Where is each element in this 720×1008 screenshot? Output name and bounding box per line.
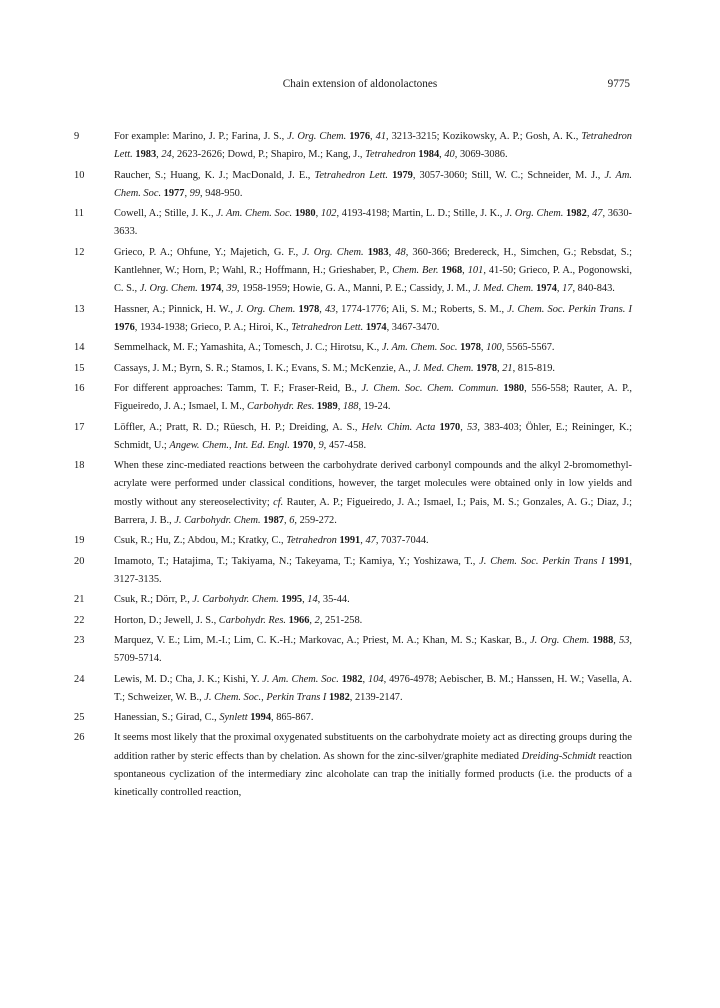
reference-item	[74, 128, 632, 164]
italic-text: Tetrahedron Lett.	[291, 321, 364, 333]
reference-item	[74, 632, 632, 668]
text-run: reaction spontaneous cyclization of the intermediary zinc alcoholate can trap the initially formed products (i.e. the products of a kinetically controlled reaction,	[114, 750, 632, 799]
text-run: , 865-867.	[271, 712, 314, 724]
text-run: Horton, D.; Jewell, J. S.,	[114, 614, 219, 626]
bold-year: 1976	[114, 321, 135, 333]
reference-number: 18	[74, 460, 85, 472]
text-run: , 4976-4978; Aebischer, B. M.; Hanssen, H. W.; Vasella, A. T.; Schweizer, W. B.,	[114, 673, 632, 703]
bold-year: 1991	[339, 535, 361, 547]
italic-text: Synlett	[219, 712, 248, 724]
bold-year: 1974	[200, 283, 222, 295]
italic-text: 17	[562, 283, 573, 295]
italic-text: 48	[395, 246, 406, 258]
reference-text	[114, 671, 632, 707]
bold-year: 1968	[441, 264, 463, 276]
text-run: ,	[184, 187, 190, 199]
reference-text	[114, 553, 632, 589]
italic-text: 43	[325, 303, 336, 315]
text-run: , 383-403; Öhler, E.; Reininger, K.; Schmidt, U.;	[114, 421, 633, 451]
italic-text: 53	[619, 634, 630, 646]
reference-text	[114, 244, 632, 299]
italic-text: Chem. Ber.	[392, 264, 439, 276]
reference-number: 14	[74, 342, 85, 354]
reference-number: 10	[74, 169, 85, 181]
bold-year: 1970	[439, 421, 461, 433]
text-run: When these zinc-mediated reactions between the carbohydrate derived carbonyl compounds and the alkyl 2-bromomethyl-acrylate were performed under classical conditions, however, the target molecules were obtained only in low yields and mostly without any stereoselectivity;	[114, 460, 632, 508]
reference-item	[74, 205, 632, 241]
page-number: 9775	[607, 78, 630, 90]
italic-text: 24	[161, 149, 172, 161]
text-run: ,	[319, 303, 326, 315]
reference-text	[114, 339, 632, 357]
text-run: , 3467-3470.	[386, 321, 440, 333]
italic-text: 14	[307, 594, 318, 606]
reference-item	[74, 612, 632, 630]
text-run: ,	[613, 634, 619, 646]
italic-text: 99	[189, 187, 201, 199]
bold-year: 1980	[503, 382, 525, 394]
italic-text: 53	[466, 421, 478, 433]
italic-text: J. Am. Chem. Soc.	[381, 342, 458, 354]
text-run: ,	[362, 673, 368, 685]
bold-year: 1974	[365, 321, 387, 333]
italic-text: cf.	[273, 496, 284, 508]
reference-text	[114, 532, 632, 550]
text-run: , 7037-7044.	[375, 535, 429, 547]
bold-year: 1978	[298, 303, 320, 315]
bold-year: 1979	[392, 169, 413, 181]
bold-year: 1977	[163, 187, 185, 199]
reference-item	[74, 553, 632, 589]
text-run: For different approaches: Tamm, T. F.; Fraser-Reid, B.,	[114, 382, 362, 394]
text-run: , 2139-2147.	[349, 691, 403, 703]
reference-item	[74, 360, 632, 378]
italic-text: Dreiding-Schmidt	[521, 750, 596, 762]
text-run: , 948-950.	[200, 187, 243, 199]
italic-text: J. Org. Chem.	[287, 131, 347, 142]
bold-year: 1994	[250, 712, 272, 724]
reference-number: 25	[74, 712, 85, 724]
reference-item	[74, 532, 632, 550]
text-run: , 5709-5714.	[114, 634, 632, 665]
reference-text	[114, 301, 632, 337]
text-run: Cassays, J. M.; Byrn, S. R.; Stamos, I. K.; Evans, S. M.; McKenzie, A.,	[114, 362, 414, 374]
italic-text: 41	[375, 131, 387, 142]
text-run: It seems most likely that the proximal oxygenated substituents on the carbohydrate moiety act as directing groups during the addition rather by steric effects than by chelation. As shown for the zinc-silver/graphite mediated	[114, 732, 632, 762]
text-run: For example: Marino, J. P.; Farina, J. S.,	[114, 131, 288, 142]
italic-text: J. Carbohydr. Chem.	[192, 594, 279, 606]
text-run: ,	[439, 149, 445, 161]
reference-number: 24	[74, 673, 85, 685]
text-run: ,	[309, 614, 315, 626]
italic-text: 40	[444, 149, 455, 161]
text-run: , 3069-3086.	[454, 149, 508, 161]
reference-number: 12	[74, 246, 85, 258]
bold-year: 1983	[367, 246, 389, 258]
italic-text: 188	[342, 401, 359, 413]
text-run: , 251-258.	[319, 614, 363, 626]
text-run: , 5565-5567.	[501, 342, 555, 354]
text-run: ,	[284, 514, 290, 526]
italic-text: J. Chem. Soc., Perkin Trans I	[204, 691, 327, 703]
bold-year: 1982	[566, 208, 587, 220]
text-run: , 1774-1776; Ali, S. M.; Roberts, S. M.,	[335, 303, 508, 315]
reference-text	[114, 419, 632, 455]
italic-text: J. Chem. Soc. Perkin Trans. I	[507, 303, 632, 315]
reference-text	[114, 360, 632, 378]
text-run: ,	[480, 342, 487, 354]
bold-year: 1983	[135, 149, 157, 161]
italic-text: Tetrahedron	[286, 535, 337, 547]
text-run: ,	[221, 283, 227, 295]
text-run: Raucher, S.; Huang, K. J.; MacDonald, J. E.,	[114, 169, 315, 181]
bold-year: 1974	[536, 283, 557, 295]
italic-text: J. Chem. Soc. Chem. Commun.	[361, 382, 499, 394]
text-run: Csuk, R.; Hu, Z.; Abdou, M.; Kratky, C.,	[114, 535, 287, 547]
reference-item	[74, 709, 632, 727]
bold-year: 1970	[292, 439, 314, 451]
reference-text	[114, 205, 632, 241]
text-run: Lewis, M. D.; Cha, J. K.; Kishi, Y.	[114, 673, 263, 685]
text-run: , 3127-3135.	[114, 555, 632, 585]
text-run: , 1934-1938; Grieco, P. A.; Hiroi, K.,	[134, 321, 292, 333]
text-run: Rauter, A. P.; Figueiredo, J. A.; Ismael, I.; Pais, M. S.; Gonzales, A. G.; Diaz, J.; Barrera, J. B.,	[114, 496, 632, 526]
italic-text: Tetrahedron Lett.	[314, 169, 388, 181]
bold-year: 1966	[288, 614, 310, 626]
text-run: Csuk, R.; Dörr, P.,	[114, 594, 193, 606]
text-run: ,	[313, 439, 319, 451]
bold-year: 1991	[608, 555, 630, 567]
reference-text	[114, 612, 632, 630]
italic-text: Carbohydr. Res.	[247, 401, 315, 413]
reference-number: 16	[74, 382, 85, 394]
text-run: Semmelhack, M. F.; Yamashita, A.; Tomesch, J. C.; Hirotsu, K.,	[114, 342, 382, 354]
italic-text: 47	[592, 208, 603, 220]
reference-text	[114, 709, 632, 727]
reference-number: 13	[74, 303, 85, 315]
text-run: , 3057-3060; Still, W. C.; Schneider, M. J.,	[412, 169, 605, 181]
bold-year: 1980	[294, 208, 316, 220]
reference-number: 15	[74, 362, 85, 374]
bold-year: 1984	[418, 149, 440, 161]
italic-text: 21	[502, 362, 513, 374]
text-run: , 1958-1959; Howie, G. A., Manni, P. E.; Cassidy, J. M.,	[236, 283, 474, 295]
text-run: Imamoto, T.; Hatajima, T.; Takiyama, N.; Takeyama, T.; Kamiya, Y.; Yoshizawa, T.,	[114, 555, 480, 567]
italic-text: Tetrahedron Lett.	[114, 131, 632, 161]
text-run: , 2623-2626; Dowd, P.; Shapiro, M.; Kang, J.,	[171, 149, 366, 161]
reference-item	[74, 671, 632, 707]
text-run: , 41-50; Grieco, P. A., Pogonowski, C. S.,	[114, 264, 632, 295]
reference-text	[114, 457, 632, 530]
italic-text: 39	[226, 283, 237, 295]
text-run: ,	[370, 131, 376, 142]
italic-text: Angew. Chem., Int. Ed. Engl.	[169, 439, 290, 451]
reference-number: 9	[74, 131, 80, 142]
reference-item	[74, 244, 632, 299]
italic-text: 100	[486, 342, 502, 354]
reference-item	[74, 729, 632, 802]
reference-item	[74, 301, 632, 337]
italic-text: J. Am. Chem. Soc.	[262, 673, 339, 685]
reference-number: 21	[74, 594, 85, 606]
running-header	[90, 78, 630, 94]
bold-year: 1989	[316, 401, 338, 413]
text-run: ,	[586, 208, 593, 220]
reference-number: 17	[74, 421, 85, 433]
italic-text: J. Org. Chem.	[236, 303, 296, 315]
text-run: , 457-458.	[323, 439, 367, 451]
bold-year: 1982	[341, 673, 363, 685]
reference-number: 11	[74, 208, 85, 220]
text-run: ,	[156, 149, 162, 161]
italic-text: J. Am. Chem. Soc.	[114, 169, 632, 199]
text-run: ,	[337, 401, 343, 413]
text-run: Marquez, V. E.; Lim, M.-I.; Lim, C. K.-H.; Markovac, A.; Priest, M. A.; Khan, M. S.; Kaskar, B.,	[114, 634, 531, 646]
text-run: , 815-819.	[512, 362, 556, 374]
bold-year: 1978	[460, 342, 481, 354]
text-run: ,	[556, 283, 563, 295]
italic-text: J. Med. Chem.	[473, 283, 534, 295]
italic-text: 104	[368, 673, 384, 685]
reference-item	[74, 380, 632, 416]
italic-text: 9	[318, 439, 324, 451]
text-run: ,	[462, 264, 468, 276]
italic-text: 47	[365, 535, 376, 547]
text-run: , 3213-3215; Kozikowsky, A. P.; Gosh, A. K.,	[386, 131, 582, 142]
reference-text	[114, 591, 632, 609]
italic-text: J. Org. Chem.	[530, 634, 590, 646]
text-run: Löffler, A.; Pratt, R. D.; Rüesch, H. P.; Dreiding, A. S.,	[114, 421, 362, 433]
bold-year: 1976	[349, 131, 371, 142]
italic-text: J. Med. Chem.	[413, 362, 474, 374]
reference-item	[74, 167, 632, 203]
italic-text: 101	[467, 264, 484, 276]
bold-year: 1978	[476, 362, 498, 374]
reference-item	[74, 419, 632, 455]
reference-item	[74, 339, 632, 357]
text-run: , 3630-3633.	[114, 208, 632, 238]
text-run: , 360-366; Bredereck, H., Simchen, G.; Rebsdat, S.; Kantlehner, W.; Horn, P.; Wahl, R.; Hoffmann, H.; Grieshaber, P.,	[114, 246, 632, 276]
reference-item	[74, 591, 632, 609]
reference-number: 19	[74, 535, 85, 547]
italic-text: J. Carbohydr. Chem.	[174, 514, 261, 526]
reference-number: 23	[74, 634, 85, 646]
italic-text: 102	[320, 208, 337, 220]
text-run: Cowell, A.; Stille, J. K.,	[114, 208, 217, 220]
text-run: ,	[497, 362, 503, 374]
italic-text: Helv. Chim. Acta	[361, 421, 436, 433]
text-run: ,	[460, 421, 467, 433]
italic-text: J. Chem. Soc. Perkin Trans I	[479, 555, 605, 567]
text-run: , 259-272.	[294, 514, 337, 526]
text-run: ,	[388, 246, 396, 258]
reference-text	[114, 380, 632, 416]
text-run: ,	[360, 535, 366, 547]
text-run: Grieco, P. A.; Ohfune, Y.; Majetich, G. F.,	[114, 246, 303, 258]
italic-text: J. Org. Chem.	[139, 283, 198, 295]
italic-text: Tetrahedron	[365, 149, 416, 161]
bold-year: 1995	[281, 594, 303, 606]
italic-text: 6	[289, 514, 295, 526]
italic-text: Carbohydr. Res.	[218, 614, 287, 626]
reference-text	[114, 128, 632, 164]
reference-text	[114, 167, 632, 203]
reference-item	[74, 457, 632, 530]
text-run: Hassner, A.; Pinnick, H. W.,	[114, 303, 237, 315]
reference-text	[114, 632, 632, 668]
text-run: , 19-24.	[358, 401, 391, 413]
bold-year: 1982	[328, 691, 350, 703]
reference-number: 20	[74, 555, 85, 567]
text-run: , 840-843.	[572, 283, 615, 295]
text-run: Hanessian, S.; Girad, C.,	[114, 712, 220, 724]
running-title: Chain extension of aldonolactones	[282, 78, 438, 90]
text-run: , 4193-4198; Martin, L. D.; Stille, J. K.,	[336, 208, 506, 220]
text-run: ,	[315, 208, 321, 220]
text-run: , 35-44.	[317, 594, 350, 606]
bold-year: 1987	[263, 514, 284, 526]
bold-year: 1988	[592, 634, 614, 646]
reference-text	[114, 729, 632, 802]
italic-text: J. Org. Chem.	[505, 208, 564, 220]
reference-number: 22	[74, 614, 85, 626]
text-run: ,	[302, 594, 308, 606]
italic-text: J. Am. Chem. Soc.	[216, 208, 293, 220]
text-run: , 556-558; Rauter, A. P., Figueiredo, J. A.; Ismael, I. M.,	[114, 382, 632, 413]
italic-text: J. Org. Chem.	[302, 246, 364, 258]
reference-number: 26	[74, 732, 85, 744]
italic-text: 2	[314, 614, 320, 626]
references-list	[74, 128, 632, 804]
